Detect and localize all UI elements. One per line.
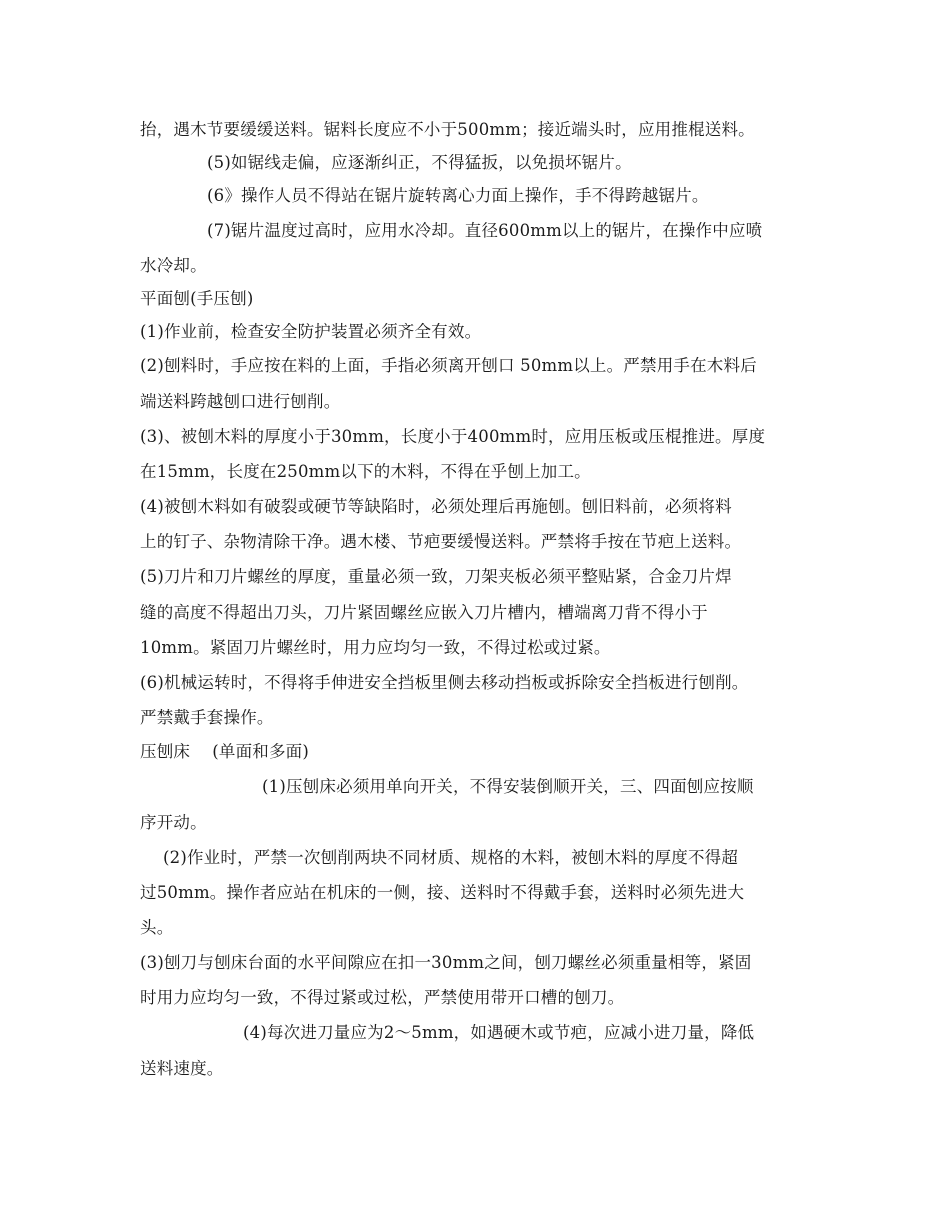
text-line: (7)锯片温度过高时，应用水冷却。直径600mm以上的锯片，在操作中应喷: [207, 221, 763, 240]
text-line: 水冷却。: [140, 256, 207, 275]
text-line: (3)、被刨木料的厚度小于30mm，长度小于400mm时，应用压板或压棍推进。厚度: [140, 427, 766, 446]
text-line: 过50mm。操作者应站在机床的一侧，接、送料时不得戴手套，送料时必须先进大: [140, 883, 745, 902]
section-heading: 压刨床 (单面和多面): [140, 742, 310, 761]
text-line: (2)作业时，严禁一次刨削两块不同材质、规格的木料，被刨木料的厚度不得超: [163, 848, 739, 867]
text-line: (6》操作人员不得站在锯片旋转离心力面上操作，手不得跨越锯片。: [207, 186, 709, 205]
text-line: 时用力应均匀一致，不得过紧或过松，严禁使用带开口槽的刨刀。: [140, 988, 625, 1007]
text-line: 抬，遇木节要缓缓送料。锯料长度应不小于500mm；接近端头时，应用推棍送料。: [140, 120, 755, 139]
section-heading: 平面刨(手压刨): [140, 289, 254, 308]
text-line: (1)作业前，检查安全防护装置必须齐全有效。: [140, 322, 482, 341]
text-line: (4)被刨木料如有破裂或硬节等缺陷时，必须处理后再施刨。刨旧料前，必须将料: [140, 497, 732, 516]
text-line: (1)压刨床必须用单向开关，不得安装倒顺开关，三、四面刨应按顺: [262, 777, 754, 796]
text-line: 序开动。: [140, 813, 207, 832]
text-line: 在15mm，长度在250mm以下的木料，不得在乎刨上加工。: [140, 462, 591, 481]
text-line: (6)机械运转时，不得将手伸进安全挡板里侧去移动挡板或拆除安全挡板进行刨削。: [140, 673, 749, 692]
text-line: 上的钉子、杂物清除干净。遇木楼、节疤要缓慢送料。严禁将手按在节疤上送料。: [140, 532, 742, 551]
text-line: (4)每次进刀量应为2～5mm，如遇硬木或节疤，应减小进刀量，降低: [243, 1023, 755, 1042]
text-line: (3)刨刀与刨床台面的水平间隙应在扣一30mm之间，刨刀螺丝必须重量相等，紧固: [140, 953, 752, 972]
text-line: 送料速度。: [140, 1059, 224, 1078]
text-line: 10mm。紧固刀片螺丝时，用力应均匀一致，不得过松或过紧。: [140, 638, 611, 657]
text-line: 严禁戴手套操作。: [140, 708, 274, 727]
text-line: 缝的高度不得超出刀头，刀片紧固螺丝应嵌入刀片槽内，槽端离刀背不得小于: [140, 603, 708, 622]
text-line: (5)刀片和刀片螺丝的厚度，重量必须一致，刀架夹板必须平整贴紧，合金刀片焊: [140, 567, 732, 586]
text-line: 头。: [140, 918, 174, 937]
text-line: (5)如锯线走偏，应逐渐纠正，不得猛扳，以免损坏锯片。: [207, 153, 632, 172]
text-line: 端送料跨越刨口进行刨削。: [140, 392, 341, 411]
text-line: (2)刨料时，手应按在料的上面，手指必须离开刨口 50mm以上。严禁用手在木料后: [140, 356, 757, 375]
